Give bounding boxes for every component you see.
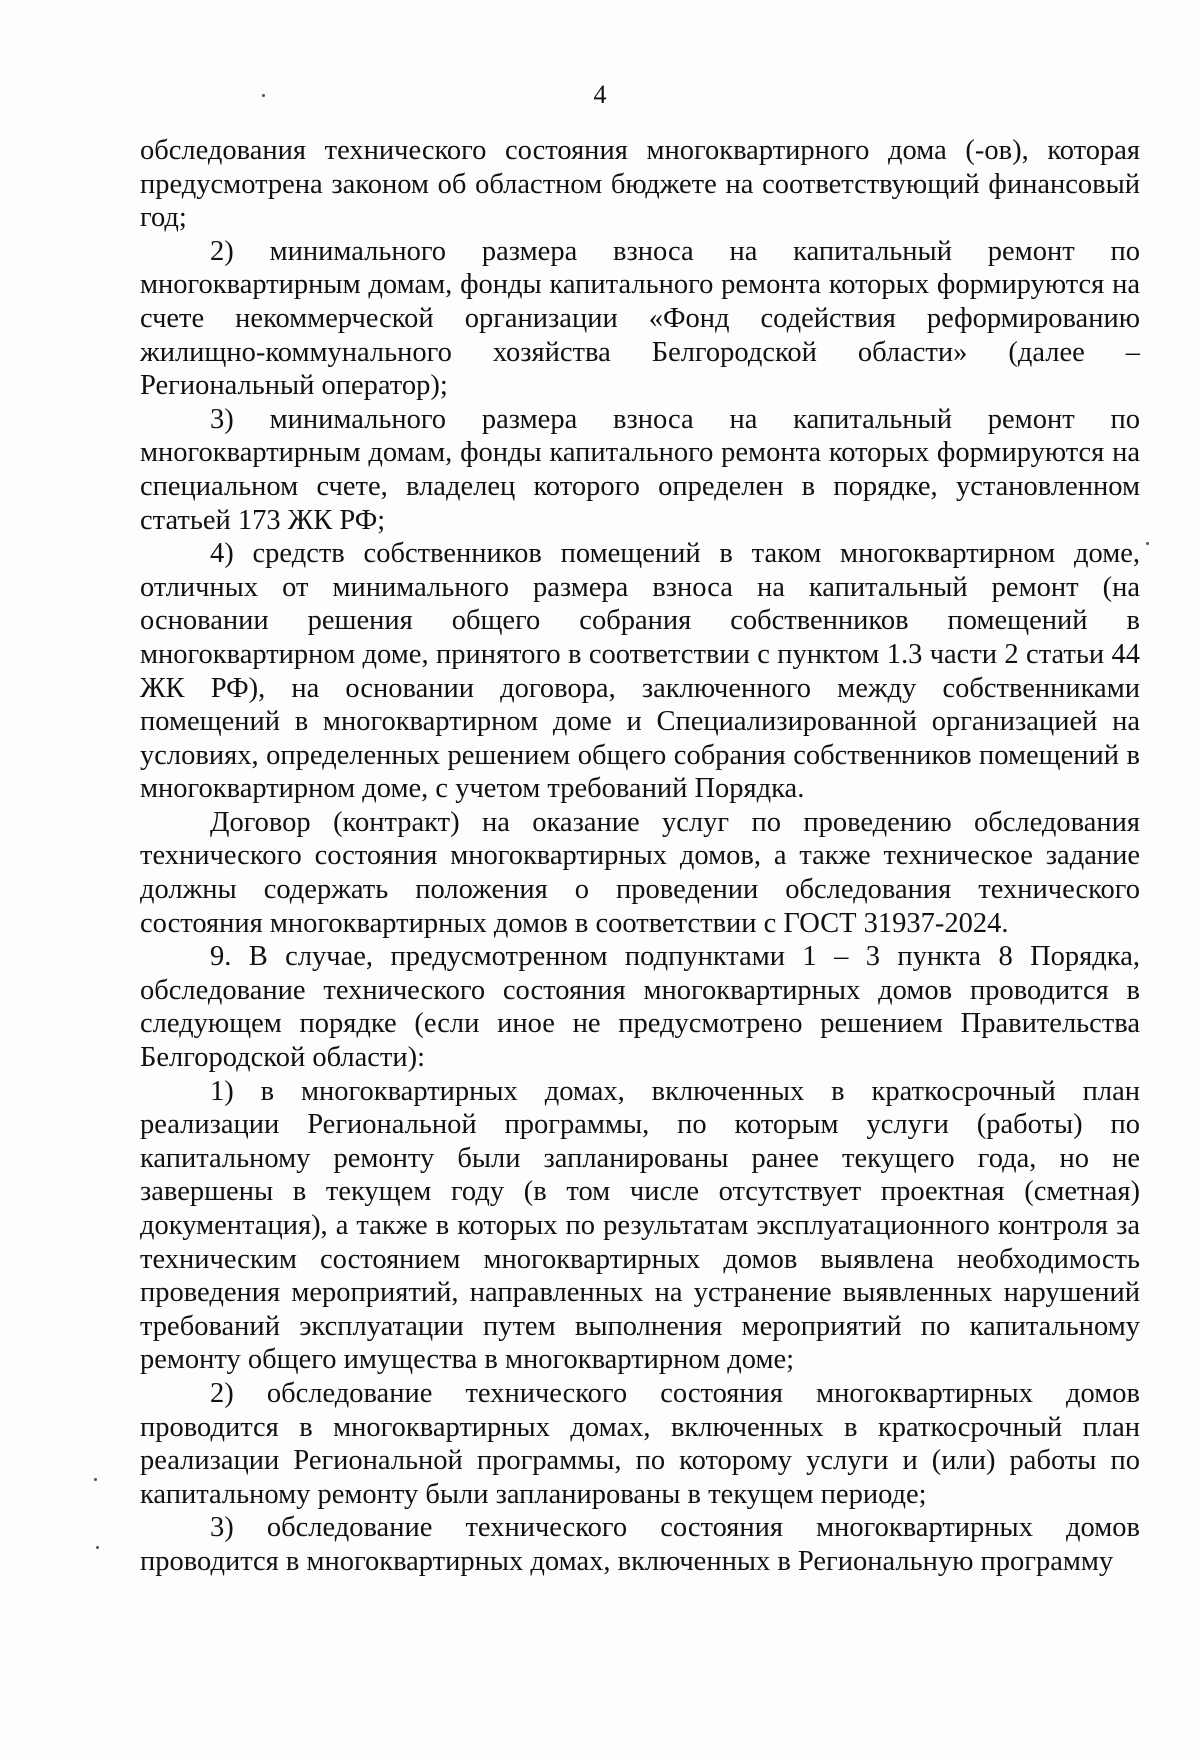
- paragraph-clause-9-item-1: 1) в многоквартирных домах, включенных в краткосрочный план реализации Региональной программы, по которым услуги (работы) по капитальному ремонту были запланированы ранее текущего года, но не завершены в текущем году (в том числе отсутствует проектная (сметная) документация), а также в которых по результатам эксплуатационного контроля за техническим состоянием многоквартирных домов выявлена необходимость проведения мероприятий, направленных на устранение выявленных нарушений требований эксплуатации путем выполнения мероприятий по капитальному ремонту общего имущества в многоквартирном доме;: [140, 1075, 1140, 1376]
- paragraph-clause-9-item-3: 3) обследование технического состояния многоквартирных домов проводится в многоквартирных домах, включенных в Региональную программу: [140, 1512, 1140, 1577]
- scan-speck: [1146, 542, 1149, 545]
- paragraph-continuation: обследования технического состояния многоквартирного дома (-ов), которая предусмотрена законом об областном бюджете на соответствующий финансовый год;: [140, 135, 1140, 234]
- scan-speck: [96, 1546, 99, 1549]
- paragraph-contract: Договор (контракт) на оказание услуг по проведению обследования технического состояния многоквартирных домов, а также техническое задание должны содержать положения о проведении обследования технического состояния многоквартирных домов в соответствии с ГОСТ 31937-2024.: [140, 806, 1140, 939]
- document-body: [140, 134, 1140, 1579]
- scan-speck: [94, 1478, 97, 1481]
- paragraph-item-4: 4) средств собственников помещений в таком многоквартирном доме, отличных от минимального размера взноса на капитальный ремонт (на основании решения общего собрания собственников помещений в многоквартирном доме, принятого в соответствии с пунктом 1.3 части 2 статьи 44 ЖК РФ), на основании договора, заключенного между собственниками помещений в многоквартирном доме и Специализированной организацией на условиях, определенных решением общего собрания собственников помещений в многоквартирном доме, с учетом требований Порядка.: [140, 538, 1140, 805]
- scan-speck: [262, 94, 265, 97]
- paragraph-clause-9-item-2: 2) обследование технического состояния многоквартирных домов проводится в многоквартирных домах, включенных в краткосрочный план реализации Региональной программы, по которому услуги и (или) работы по капитальному ремонту были запланированы в текущем периоде;: [140, 1377, 1140, 1510]
- page-number: 4: [593, 80, 607, 109]
- paragraph-item-2: 2) минимального размера взноса на капитальный ремонт по многоквартирным домам, фонды капитального ремонта которых формируются на счете некоммерческой организации «Фонд содействия реформированию жилищно-коммунального хозяйства Белгородской области» (далее – Региональный оператор);: [140, 235, 1140, 402]
- paragraph-item-3: 3) минимального размера взноса на капитальный ремонт по многоквартирным домам, фонды капитального ремонта которых формируются на специальном счете, владелец которого определен в порядке, установленном статьей 173 ЖК РФ;: [140, 403, 1140, 536]
- paragraph-clause-9: 9. В случае, предусмотренном подпунктами 1 – 3 пункта 8 Порядка, обследование технического состояния многоквартирных домов проводится в следующем порядке (если иное не предусмотрено решением Правительства Белгородской области):: [140, 941, 1140, 1074]
